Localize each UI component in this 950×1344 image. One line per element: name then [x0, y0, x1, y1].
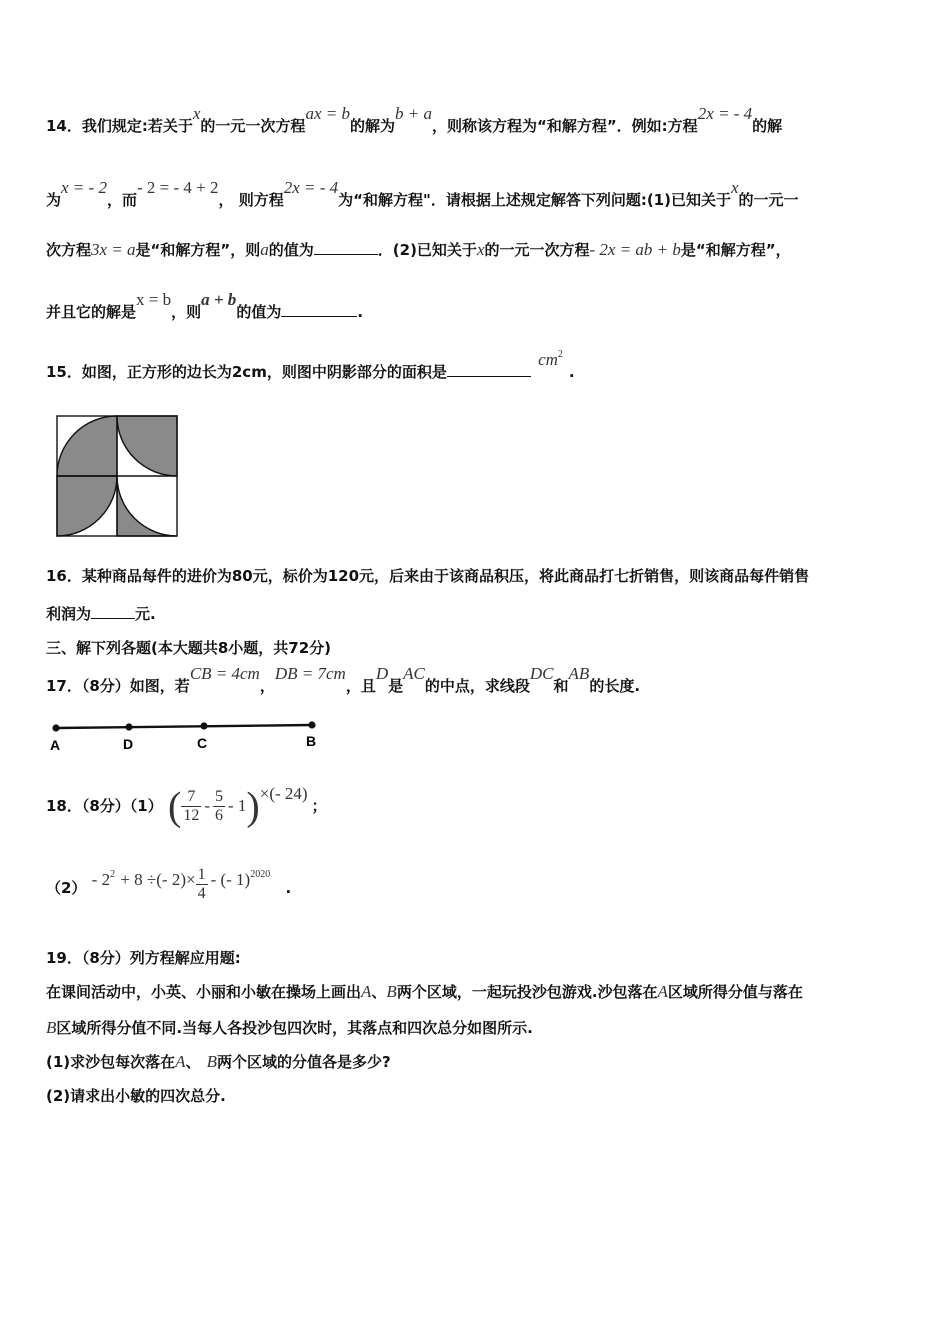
q16-line-1: 16．某种商品每件的进价为80元，标价为120元，后来由于该商品积压，将此商品打七折销售，则该商品每件销售	[46, 567, 810, 585]
point-c	[200, 722, 207, 729]
answer-blank-15	[447, 362, 531, 377]
q14-line-2: 为x = - 2，而- 2 = - 4 + 2， 则方程2x = - 4为“和解方程"．请根据上述规定解答下列问题:(1)已知关于x的一元一	[46, 178, 799, 209]
section-3-heading: 三、解下列各题(本大题共8小题，共72分)	[46, 639, 332, 657]
label-a: A	[50, 737, 61, 753]
label-b: B	[306, 733, 317, 749]
q18-part-1: 18．（8分）（1） ( $\frac{7}{12}$ - $\frac{5}{6}$ - 1)×(- 24)；	[46, 783, 327, 829]
q16-line-2: 利润为 元.	[46, 605, 156, 623]
answer-blank-16	[91, 604, 135, 619]
q14-line-4: 并且它的解是x = b，则a + b的值为 .	[46, 290, 364, 321]
q19-line-1: 在课间活动中，小英、小丽和小敏在操场上画出A、B两个区域，一起玩投沙包游戏.沙包落在A区域所得分值与落在	[46, 982, 803, 1001]
q19-question-2: (2)请求出小敏的四次总分.	[46, 1087, 226, 1105]
fraction-5-6: $\frac{5}{6}$	[214, 788, 223, 824]
square-pinwheel-figure	[56, 415, 181, 538]
label-c: C	[197, 735, 208, 751]
q19-heading: 19．（8分）列方程解应用题:	[46, 949, 241, 967]
answer-blank-14-2	[281, 302, 357, 317]
q14-line-1: 14．我们规定:若关于x的一元一次方程ax = b的解为b + a，则称该方程为“和解方程”．例如:方程2x = - 4的解	[46, 104, 783, 135]
fraction-1-4: $\frac{1}{4}$	[197, 866, 206, 902]
answer-blank-14-1	[314, 240, 378, 255]
point-d	[125, 723, 132, 730]
q15-text: 15．如图，正方形的边长为2cm，则图中阴影部分的面积是 $cm^2$.	[46, 349, 575, 381]
fraction-7-12: $\frac{7}{12}$	[183, 788, 200, 824]
q19-question-1: (1)求沙包每次落在A、 B两个区域的分值各是多少?	[46, 1052, 391, 1071]
point-a	[52, 724, 59, 731]
q14-line-3: 次方程3x = a是“和解方程”，则a的值为 ．(2)已知关于x的一元一次方程- 2x = ab + b是“和解方程”，	[46, 240, 791, 259]
q17-text: 17．（8分）如图，若CB = 4cm，DB = 7cm，且D是AC的中点，求线段DC和AB的长度.	[46, 664, 641, 695]
label-d: D	[123, 736, 134, 752]
q18-part-2: $(2) - 2^2 + 8$ ÷(- 2)× $\frac{1}{4}$ - (- 1)$^{2020}$ .	[46, 866, 292, 902]
segment-figure	[46, 718, 326, 754]
point-b	[308, 721, 315, 728]
q19-line-2: B区域所得分值不同.当每人各投沙包四次时，其落点和四次总分如图所示.	[46, 1018, 533, 1037]
